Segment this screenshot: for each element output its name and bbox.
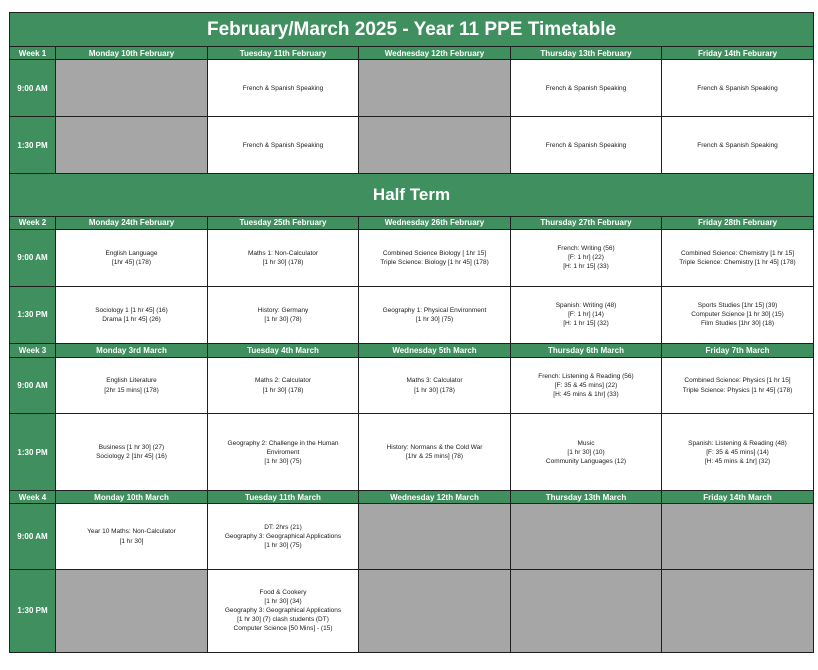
page-title: February/March 2025 - Year 11 PPE Timetable [10,13,814,47]
week-3-pm-row [10,414,814,491]
exam-detail-line: Combined Science: Chemistry [1 hr 15] [680,249,795,257]
exam-slot-thursday [511,358,662,414]
exam-detail-line: [F: 1 hr] (22) [568,254,604,262]
exam-detail-line: Spanish: Writing (48) [555,302,617,310]
exam-slot-monday [56,358,208,414]
exam-detail-line: [H: 45 mins & 1hr] (32) [704,457,771,465]
exam-detail-line: French: Writing (56) [557,245,615,253]
day-header-monday: Monday 10th March [56,491,208,504]
exam-detail-line: [1hr 45] (178) [111,258,152,266]
time-label: 1:30 PM [10,569,56,652]
time-label: 1:30 PM [10,414,56,491]
exam-detail-line: French: Listening & Reading (56) [538,372,634,380]
week-2-pm-row [10,286,814,343]
week-header-row [10,47,814,60]
exam-detail-line: [1 hr 30] (178) [262,386,304,394]
exam-detail-line: [1 hr 30] (10) [567,448,605,456]
exam-detail-line: [1 hr 30] (178) [262,258,304,266]
week-label: Week 4 [10,491,56,504]
exam-detail-line: Business [1 hr 30] (27) [98,444,165,452]
blocked-slot [511,504,662,569]
exam-detail-line: [F: 35 & 45 mins] (14) [706,448,769,456]
exam-detail-line: Food & Cookery [259,589,307,597]
day-header-tuesday: Tuesday 4th March [208,343,359,357]
exam-detail-line: [H: 1 hr 15] (32) [563,320,609,328]
blocked-slot [56,117,208,174]
day-header-monday: Monday 24th February [56,216,208,229]
exam-detail-line: [H: 45 mins & 1hr] (33) [553,391,619,399]
exam-slot-thursday [511,229,662,286]
timetable [9,12,814,653]
blocked-slot [56,60,208,117]
day-header-monday: Monday 3rd March [56,343,208,357]
exam-detail-line: History: Germany [257,306,309,314]
exam-slot-thursday [511,117,662,174]
exam-detail-line: Community Languages (12) [545,457,627,465]
day-header-friday: Friday 14th March [662,491,814,504]
exam-slot-tuesday [208,117,359,174]
exam-detail-line: History: Normans & the Cold War [386,444,483,452]
exam-detail-line: Geography 3: Geographical Applications [224,607,342,615]
week-4-pm-row [10,569,814,652]
exam-slot-monday [56,504,208,569]
time-label: 9:00 AM [10,504,56,569]
day-header-wednesday: Wednesday 5th March [359,343,511,357]
time-label: 1:30 PM [10,117,56,174]
exam-detail-line: [1 hr 30] (34) [264,598,302,606]
day-header-tuesday: Tuesday 11th March [208,491,359,504]
exam-detail-line: Sociology 1 [1 hr 45] (16) [95,306,168,314]
exam-slot-wednesday [359,414,511,491]
day-header-thursday: Thursday 27th February [511,216,662,229]
week-header-row [10,491,814,504]
day-header-monday: Monday 10th February [56,47,208,60]
exam-detail-line: Triple Science: Physics [1 hr 45] (178) [682,386,793,394]
exam-detail-line: Maths 1: Non-Calculator [247,249,319,257]
day-header-tuesday: Tuesday 25th February [208,216,359,229]
week-label: Week 3 [10,343,56,357]
exam-detail-line: French & Spanish Speaking [545,84,627,92]
day-header-thursday: Thursday 6th March [511,343,662,357]
exam-detail-line: [1 hr 30] (75) [415,315,454,323]
exam-slot-wednesday [359,229,511,286]
blocked-slot [359,569,511,652]
half-term-banner: Half Term [10,174,814,216]
exam-detail-line: French & Spanish Speaking [242,84,324,92]
half-term-row [10,174,814,216]
blocked-slot [662,569,814,652]
exam-detail-line: DT: 2hrs (21) [264,523,302,531]
exam-detail-line: French & Spanish Speaking [242,141,324,149]
blocked-slot [662,504,814,569]
week-header-row [10,216,814,229]
exam-slot-wednesday [359,358,511,414]
exam-detail-line: [H: 1 hr 15] (33) [563,263,609,271]
exam-slot-friday [662,358,814,414]
week-label: Week 1 [10,47,56,60]
exam-detail-line: French & Spanish Speaking [697,141,778,149]
exam-detail-line: Geography 1: Physical Environment [382,306,487,314]
blocked-slot [359,504,511,569]
exam-detail-line: [F: 1 hr] (14) [568,311,604,319]
exam-slot-thursday [511,60,662,117]
exam-detail-line: Triple Science: Biology [1 hr 45] (178) [380,258,489,266]
day-header-friday: Friday 28th February [662,216,814,229]
exam-detail-line: Enviroment [266,448,300,456]
exam-slot-tuesday [208,60,359,117]
day-header-wednesday: Wednesday 12th February [359,47,511,60]
week-1-am-row [10,60,814,117]
exam-detail-line: French & Spanish Speaking [697,84,778,92]
week-4-am-row [10,504,814,569]
day-header-thursday: Thursday 13th February [511,47,662,60]
exam-slot-tuesday [208,504,359,569]
exam-slot-wednesday [359,286,511,343]
exam-slot-tuesday [208,358,359,414]
exam-slot-friday [662,229,814,286]
exam-detail-line: [1 hr 30] (75) [264,457,302,465]
exam-detail-line: [1 hr 30] (178) [414,386,455,394]
exam-detail-line: Geography 2: Challenge in the Human [227,439,339,447]
exam-detail-line: Triple Science: Chemistry [1 hr 45] (178) [679,258,796,266]
exam-detail-line: Combined Science: Physics [1 hr 15] [684,377,791,385]
day-header-wednesday: Wednesday 26th February [359,216,511,229]
exam-slot-monday [56,414,208,491]
exam-detail-line: Drama [1 hr 45] (26) [102,315,161,323]
exam-slot-monday [56,286,208,343]
exam-detail-line: [1 hr 30] (75) [264,542,302,550]
exam-slot-thursday [511,414,662,491]
exam-slot-tuesday [208,569,359,652]
week-1-pm-row [10,117,814,174]
exam-detail-line: French & Spanish Speaking [545,141,627,149]
time-label: 9:00 AM [10,358,56,414]
exam-slot-tuesday [208,414,359,491]
day-header-wednesday: Wednesday 12th March [359,491,511,504]
exam-detail-line: [1 hr 30] (78) [264,315,302,323]
exam-detail-line: [F: 35 & 45 mins] (22) [554,382,618,390]
exam-detail-line: Film Studies [1hr 30] (18) [701,320,774,328]
week-2-am-row [10,229,814,286]
exam-detail-line: Spanish: Listening & Reading (48) [688,439,787,447]
exam-detail-line: [1 hr 30] [119,537,144,545]
blocked-slot [359,60,511,117]
exam-slot-monday [56,229,208,286]
exam-detail-line: [1 hr 30] (7) clash students (DT) [237,616,329,624]
exam-detail-line: [2hr 15 mins] (178) [104,386,159,394]
week-3-am-row [10,358,814,414]
exam-detail-line: Sports Studies [1hr 15] (39) [697,302,778,310]
exam-detail-line: Computer Science [50 Mins] - (15) [233,625,333,633]
blocked-slot [511,569,662,652]
blocked-slot [56,569,208,652]
exam-detail-line: Maths 3: Calculator [406,377,463,385]
exam-slot-tuesday [208,229,359,286]
exam-slot-friday [662,286,814,343]
day-header-friday: Friday 7th March [662,343,814,357]
week-label: Week 2 [10,216,56,229]
exam-slot-friday [662,414,814,491]
exam-detail-line: Computer Science [1 hr 30] (15) [691,311,784,319]
time-label: 1:30 PM [10,286,56,343]
week-header-row [10,343,814,357]
blocked-slot [359,117,511,174]
exam-detail-line: English Literature [106,377,157,385]
day-header-tuesday: Tuesday 11th February [208,47,359,60]
exam-detail-line: Geography 3: Geographical Applications [224,532,342,540]
exam-slot-thursday [511,286,662,343]
time-label: 9:00 AM [10,229,56,286]
exam-detail-line: Music [577,439,595,447]
exam-detail-line: Combined Science Biology [ 1hr 15] [382,249,487,257]
exam-detail-line: [1hr & 25 mins] (78) [405,453,464,461]
exam-slot-friday [662,117,814,174]
day-header-thursday: Thursday 13th March [511,491,662,504]
time-label: 9:00 AM [10,60,56,117]
exam-detail-line: English Language [105,249,158,257]
exam-detail-line: Sociology 2 [1hr 45] (16) [96,453,167,461]
exam-slot-tuesday [208,286,359,343]
day-header-friday: Friday 14th Feburary [662,47,814,60]
exam-slot-friday [662,60,814,117]
exam-detail-line: Year 10 Maths: Non-Calculator [87,528,176,536]
exam-detail-line: Maths 2: Calculator [255,377,311,385]
